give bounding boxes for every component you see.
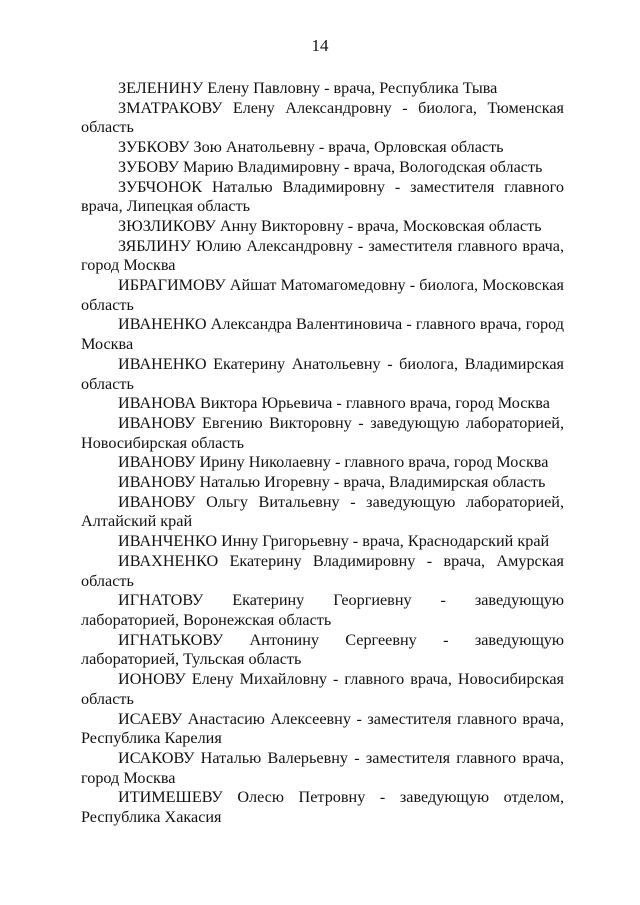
list-entry: ИВАНОВУ Ольгу Витальевну - заведующую лабораторией, Алтайский край (81, 492, 564, 531)
list-entry: ИГНАТОВУ Екатерину Георгиевну - заведующую лабораторией, Воронежская область (81, 591, 564, 629)
list-entry: ИВАХНЕНКО Екатерину Владимировну - врача, Амурская область (81, 551, 564, 590)
list-entry: ИСАЕВУ Анастасию Алексеевну - заместителя главного врача, Республика Карелия (81, 709, 564, 748)
list-entry: ИОНОВУ Елену Михайловну - главного врача, Новосибирская область (81, 670, 564, 708)
page-number: 14 (311, 36, 329, 55)
award-list (81, 79, 564, 828)
list-entry: ИВАНОВА Виктора Юрьевича - главного врача, город Москва (118, 394, 550, 413)
list-entry: ЗУБЧОНОК Наталью Владимировну - заместителя главного врача, Липецкая область (81, 177, 564, 216)
list-entry: ЗМАТРАКОВУ Елену Александровну - биолога, Тюменская область (81, 98, 564, 137)
list-entry: ИВАНОВУ Евгению Викторовну - заведующую лабораторией, Новосибирская область (81, 413, 564, 452)
list-entry: ИВАНЕНКО Александра Валентиновича - главного врача, город Москва (81, 315, 564, 354)
list-entry: ИВАНОВУ Ирину Николаевну - главного врача, город Москва (118, 453, 549, 472)
list-entry: ЗЕЛЕНИНУ Елену Павловну - врача, Республика Тыва (118, 79, 498, 97)
list-entry: ЗЮЗЛИКОВУ Анну Викторовну - врача, Московская область (118, 216, 542, 235)
list-entry: ИБРАГИМОВУ Айшат Матомагомедовну - биолога, Московская область (81, 276, 564, 314)
list-entry: ЗЯБЛИНУ Юлию Александровну - заместителя главного врача, город Москва (81, 236, 564, 275)
list-entry: ИВАНОВУ Наталью Игоревну - врача, Владимирская область (118, 473, 546, 492)
list-entry: ЗУБКОВУ Зою Анатольевну - врача, Орловская область (118, 138, 504, 157)
list-entry: ЗУБОВУ Марию Владимировну - врача, Вологодская область (118, 157, 543, 176)
list-entry: ИСАКОВУ Наталью Валерьевну - заместителя главного врача, город Москва (81, 748, 564, 787)
list-entry: ИВАНЧЕНКО Инну Григорьевну - врача, Краснодарский край (118, 532, 550, 551)
list-entry: ИГНАТЬКОВУ Антонину Сергеевну - заведующую лабораторией, Тульская область (81, 630, 564, 669)
list-entry: ИТИМЕШЕВУ Олесю Петровну - заведующую отделом, Республика Хакасия (81, 788, 564, 827)
list-entry: ИВАНЕНКО Екатерину Анатольевну - биолога, Владимирская область (81, 354, 564, 393)
